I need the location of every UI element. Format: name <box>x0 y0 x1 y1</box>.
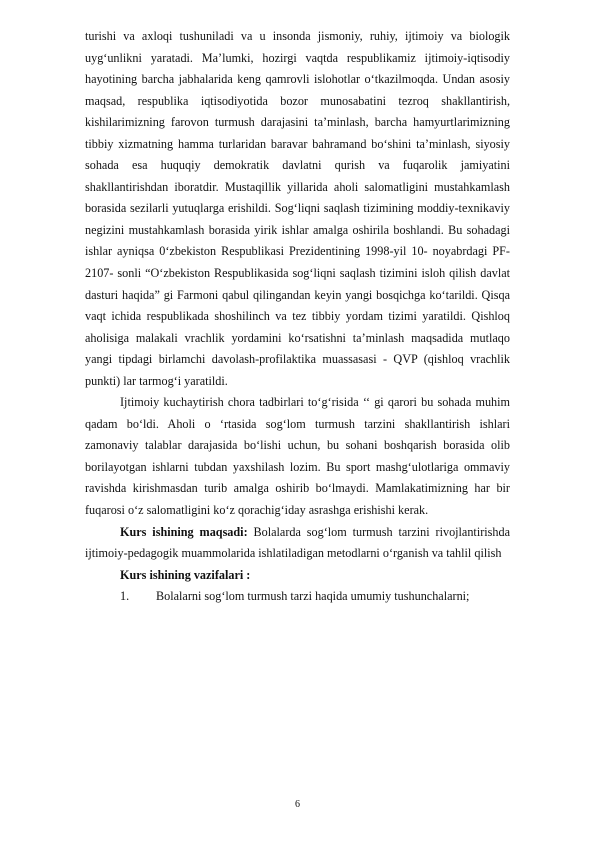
task-text: Bolalarni sog‘lom turmush tarzi haqida umumiy tushunchalarni; <box>156 589 470 604</box>
paragraph-goal <box>85 522 510 565</box>
tasks-heading: Kurs ishining vazifalari : <box>120 567 251 582</box>
page-number: 6 <box>295 799 300 810</box>
paragraph-social-measures: Ijtimoiy kuchaytirish chora tadbirlari to‘g‘risida ‘‘ gi qarori bu sohada muhim qadam bo‘ldi. Aholi o ‘rtasida sog‘lom turmush tarzini shakllantirish ishlari zamonaviy talablar darajasida bo‘lishi uchun, bu sohani boshqarish borasida olib borilayotgan ishlarni tubdan yaxshilash lozim. Bu sport mashg‘ulotlariga ommaviy ravishda kirishmasdan turib amalga oshirib bo‘lmaydi. Mamlakatimizning har bir fuqarosi o‘z salomatligini ko‘z qorachig‘iday asrashga erishishi kerak. <box>85 395 510 518</box>
task-item <box>85 586 510 608</box>
paragraph-intro: turishi va axloqi tushuniladi va u insonda jismoniy, ruhiy, ijtimoiy va biologik uyg‘unlikni yaratadi. Ma’lumki, hozirgi vaqtda respublikamiz ijtimoiy-iqtisodiy hayotining barcha jabhalarida keng qamrovli islohotlar o‘tkazilmoqda. Undan asosiy maqsad, respublika iqtisodiyotida bozor munosabatini tezroq shakllantirish, kishilarimizning farovon turmush darajasini ta’minlash, barcha hamyurtlarimizning tibbiy xizmatning hamma turlaridan baravar bahramand bo‘shini ta’minlash, siyosiy sohada esa huquqiy demokratik davlatni qurish va fuqarolik jamiyatini shakllantirishdan iboratdir. Mustaqillik yillarida aholi salomatligini mustahkamlash borasida sezilarli yutuqlarga erishildi. Sog‘liqni saqlash tizimining moddiy-texnikaviy negizini mustahkamlash borasida yirik ishlar amalga oshirila boshlandi. Bu sohadagi ishlar ayniqsa 0‘zbekiston Respublikasi Prezidentining 1998-yil 10- noyabrdagi PF-2107- sonli “O‘zbekiston Respublikasida sog‘liqni saqlash tizimini isloh qilish davlat dasturi haqida” gi Farmoni qabul qilingandan keyin yangi bosqichga ko‘tarildi. Qisqa vaqt ichida respublikada shoshilinch va tez tibbiy yordam tizimi yaratildi. Qishloq aholisiga malakali vrachlik yordamini ko‘rsatishni ta’minlash maqsadida mutlaqo yangi tipdagi birlamchi davolash-profilaktika muassasasi - QVP (qishloq vrachlik punkti) lar tarmog‘i yaratildi. <box>85 29 510 388</box>
task-number: 1. <box>120 589 130 604</box>
goal-label: Kurs ishining maqsadi: <box>120 524 248 539</box>
document-body <box>85 26 510 608</box>
goal-text: Bolalarda sog‘lom turmush tarzini rivojlantirishda ijtimoiy-pedagogik muammolarida ishlatiladigan metodlarni o‘rganish va tahlil qilish <box>85 524 510 561</box>
